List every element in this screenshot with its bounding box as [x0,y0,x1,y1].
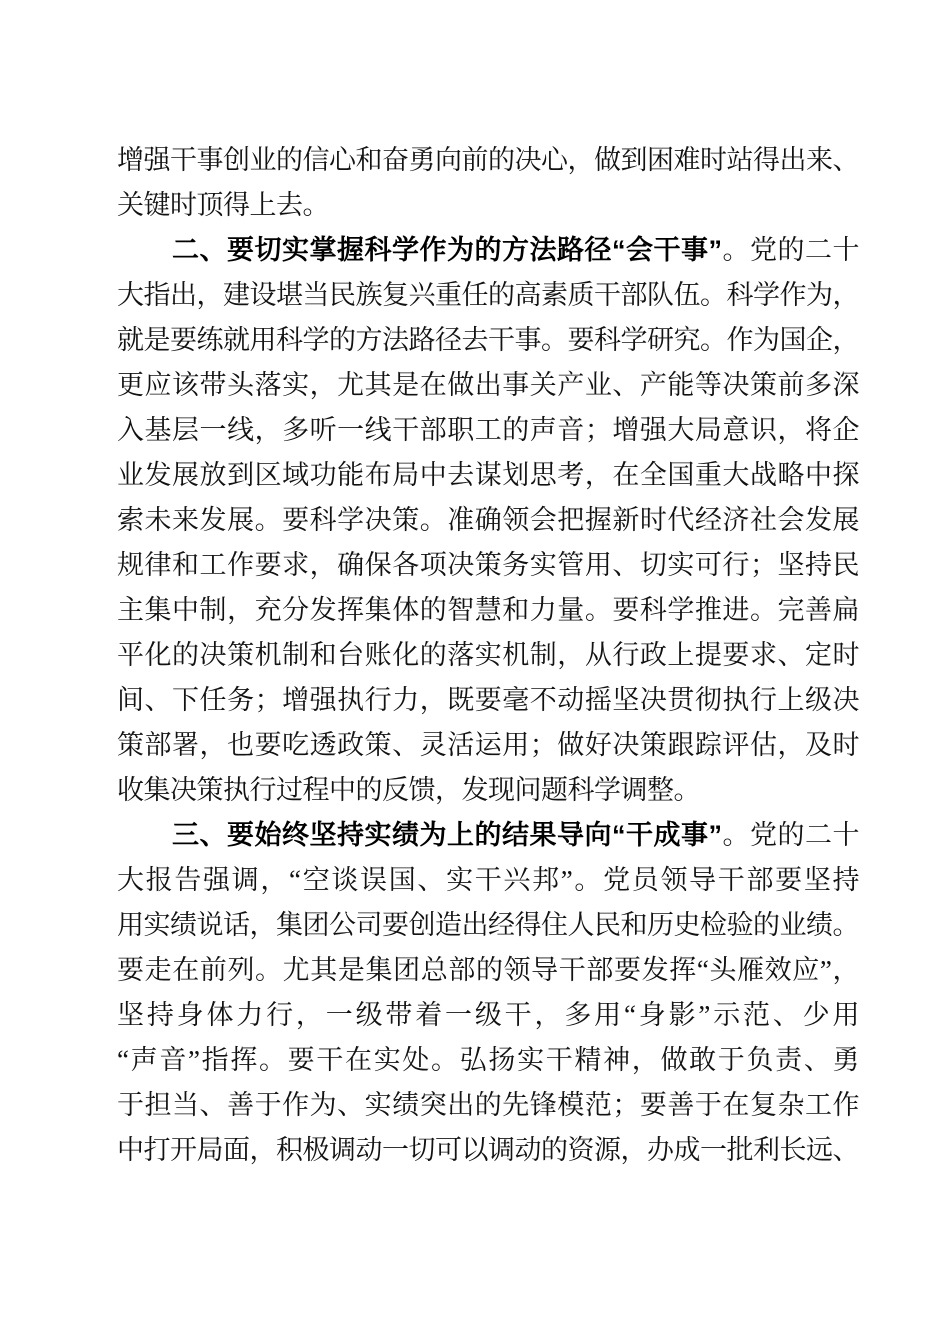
body-run: 入基层一线，多听一线干部职工的声音；增强大局意识，将企 [117,415,859,445]
text-line [117,1038,859,1083]
text-line [117,228,859,273]
heading-run: 二、要切实掌握科学作为的方法路径“会干事” [117,235,722,265]
body-run: 就是要练就用科学的方法路径去干事。要科学研究。作为国企， [117,325,859,355]
body-run: 平化的决策机制和台账化的落实机制，从行政上提要求、定时 [117,640,859,670]
body-run: 间、下任务；增强执行力，既要毫不动摇坚决贯彻执行上级决 [117,685,859,715]
body-run: “声音”指挥。要干在实处。弘扬实干精神，做敢于负责、勇 [117,1045,859,1075]
body-run: 业发展放到区域功能布局中去谋划思考，在全国重大战略中探 [117,460,859,490]
body-run: 关键时顶得上去。 [117,190,329,220]
body-run: 坚持身体力行，一级带着一级干，多用“身影”示范、少用 [117,1000,859,1030]
body-run: 更应该带头落实，尤其是在做出事关产业、产能等决策前多深 [117,370,859,400]
text-line [117,723,859,768]
text-line [117,993,859,1038]
text-line [117,858,859,903]
heading-run: 三、要始终坚持实绩为上的结果导向“干成事” [117,820,722,850]
body-run: 。党的二十 [721,820,859,850]
body-run: 大指出，建设堪当民族复兴重任的高素质干部队伍。科学作为， [117,280,859,310]
body-run: 要走在前列。尤其是集团总部的领导干部要发挥“头雁效应”， [117,955,859,985]
body-run: 索未来发展。要科学决策。准确领会把握新时代经济社会发展 [117,505,859,535]
text-line [117,948,859,993]
text-line [117,498,859,543]
text-line [117,183,859,228]
text-line [117,678,859,723]
body-run: 规律和工作要求，确保各项决策务实管用、切实可行；坚持民 [117,550,859,580]
document-lines [117,138,859,1173]
text-line [117,1128,859,1173]
text-line [117,1083,859,1128]
body-run: 。党的二十 [721,235,859,265]
text-line [117,588,859,633]
text-line [117,633,859,678]
body-run: 用实绩说话，集团公司要创造出经得住人民和历史检验的业绩。 [117,910,859,940]
body-run: 大报告强调，“空谈误国、实干兴邦”。党员领导干部要坚持 [117,865,859,895]
text-line [117,543,859,588]
text-line [117,768,859,813]
text-line [117,813,859,858]
body-run: 策部署，也要吃透政策、灵活运用；做好决策跟踪评估，及时 [117,730,859,760]
body-run: 收集决策执行过程中的反馈，发现问题科学调整。 [117,775,700,805]
text-line [117,138,859,183]
text-line [117,453,859,498]
text-line [117,408,859,453]
body-run: 主集中制，充分发挥集体的智慧和力量。要科学推进。完善扁 [117,595,859,625]
body-run: 于担当、善于作为、实绩突出的先锋模范；要善于在复杂工作 [117,1090,859,1120]
body-run: 中打开局面，积极调动一切可以调动的资源，办成一批利长远、 [117,1135,859,1165]
text-line [117,318,859,363]
body-run: 增强干事创业的信心和奋勇向前的决心，做到困难时站得出来、 [117,145,859,175]
text-line [117,903,859,948]
text-line [117,363,859,408]
text-line [117,273,859,318]
